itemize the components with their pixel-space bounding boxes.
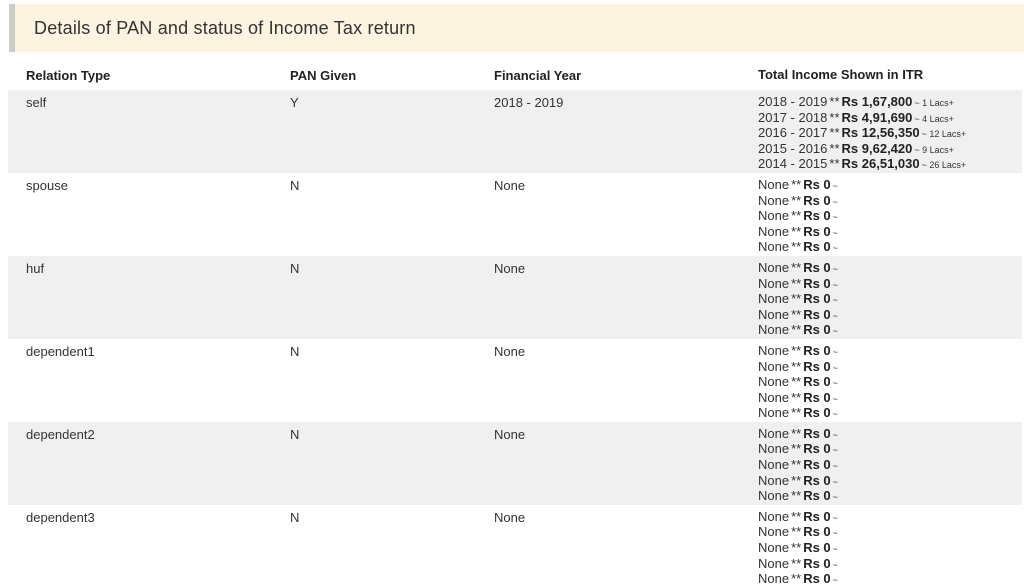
income-line — [758, 225, 1022, 241]
income-line — [758, 178, 1022, 194]
income-amount: Rs 26,51,030 — [841, 156, 920, 172]
income-period: None — [758, 223, 790, 239]
financial-year-cell: None — [494, 509, 526, 525]
column-header-pan-given: PAN Given — [290, 68, 357, 83]
income-period: None — [758, 306, 790, 322]
income-line — [758, 557, 1022, 573]
income-approx-lacs: ~ — [832, 378, 838, 389]
income-amount: Rs 0 — [803, 555, 831, 571]
income-period: None — [758, 176, 790, 192]
income-line — [758, 261, 1022, 277]
income-separator: ** — [791, 540, 802, 556]
income-approx-lacs: ~ 26 Lacs+ — [921, 160, 967, 171]
income-amount: Rs 0 — [803, 374, 831, 390]
income-separator: ** — [791, 223, 802, 239]
income-period: None — [758, 259, 790, 275]
income-amount: Rs 0 — [803, 425, 831, 441]
income-approx-lacs: ~ — [832, 362, 838, 373]
income-approx-lacs: ~ — [832, 544, 838, 555]
total-income-cell — [758, 178, 1022, 256]
income-separator: ** — [829, 140, 840, 156]
income-separator: ** — [791, 472, 802, 488]
income-amount: Rs 0 — [803, 322, 831, 338]
income-period: 2018 - 2019 — [758, 94, 828, 109]
income-amount: Rs 0 — [803, 239, 831, 255]
income-line — [758, 240, 1022, 256]
financial-year-cell: None — [494, 343, 526, 359]
income-amount: Rs 12,56,350 — [841, 125, 920, 141]
income-separator: ** — [791, 374, 802, 390]
income-period: None — [758, 472, 790, 488]
income-period: None — [758, 441, 790, 457]
income-approx-lacs: ~ 4 Lacs+ — [914, 113, 954, 124]
income-period: None — [758, 457, 790, 473]
income-amount: Rs 0 — [803, 441, 831, 457]
income-line — [758, 510, 1022, 526]
income-approx-lacs: ~ 12 Lacs+ — [921, 129, 967, 140]
income-amount: Rs 0 — [803, 571, 831, 587]
income-separator: ** — [829, 125, 840, 141]
financial-year-cell: None — [494, 177, 526, 193]
total-income-cell — [758, 261, 1022, 339]
section-header — [9, 4, 1024, 52]
income-period: None — [758, 322, 790, 338]
table-row — [8, 256, 1022, 339]
income-separator: ** — [791, 342, 802, 358]
table-header-row — [8, 52, 1022, 90]
income-amount: Rs 0 — [803, 405, 831, 421]
income-separator: ** — [791, 425, 802, 441]
income-approx-lacs: ~ — [832, 461, 838, 472]
column-header-relation-type: Relation Type — [26, 68, 111, 83]
income-approx-lacs: ~ 9 Lacs+ — [914, 144, 954, 155]
income-separator: ** — [791, 275, 802, 291]
income-line — [758, 442, 1022, 458]
income-amount: Rs 0 — [803, 524, 831, 540]
income-line — [758, 323, 1022, 339]
income-period: None — [758, 291, 790, 307]
income-approx-lacs: ~ — [832, 492, 838, 503]
income-separator: ** — [791, 192, 802, 208]
page — [0, 4, 1024, 588]
pan-given-cell: N — [290, 509, 300, 525]
income-amount: Rs 9,62,420 — [841, 140, 913, 156]
income-approx-lacs: ~ — [832, 512, 838, 523]
income-line — [758, 541, 1022, 557]
income-approx-lacs: ~ — [832, 346, 838, 357]
pan-given-cell: N — [290, 343, 300, 359]
income-line — [758, 344, 1022, 360]
income-approx-lacs: ~ — [832, 295, 838, 306]
income-separator: ** — [829, 156, 840, 172]
income-separator: ** — [829, 94, 840, 109]
income-period: None — [758, 239, 790, 255]
income-line — [758, 572, 1022, 588]
financial-year-cell: None — [494, 426, 526, 442]
income-separator: ** — [791, 524, 802, 540]
income-amount: Rs 0 — [803, 208, 831, 224]
income-separator: ** — [791, 176, 802, 192]
income-period: None — [758, 488, 790, 504]
income-line — [758, 489, 1022, 505]
income-approx-lacs: ~ — [832, 575, 838, 586]
table-row — [8, 339, 1022, 422]
income-amount: Rs 0 — [803, 223, 831, 239]
income-approx-lacs: ~ — [832, 445, 838, 456]
income-approx-lacs: ~ — [832, 409, 838, 420]
income-line — [758, 142, 1022, 158]
income-separator: ** — [791, 239, 802, 255]
income-approx-lacs: ~ 1 Lacs+ — [914, 98, 954, 108]
income-separator: ** — [791, 405, 802, 421]
income-approx-lacs: ~ — [832, 326, 838, 337]
income-approx-lacs: ~ — [832, 243, 838, 254]
income-line — [758, 360, 1022, 376]
relation-type-cell: spouse — [26, 177, 68, 193]
income-period: None — [758, 555, 790, 571]
income-approx-lacs: ~ — [832, 310, 838, 321]
table-row — [8, 90, 1022, 173]
income-amount: Rs 0 — [803, 192, 831, 208]
pan-given-cell: Y — [290, 95, 299, 110]
income-amount: Rs 0 — [803, 358, 831, 374]
income-approx-lacs: ~ — [832, 227, 838, 238]
income-separator: ** — [791, 441, 802, 457]
income-amount: Rs 0 — [803, 259, 831, 275]
relation-type-cell: huf — [26, 260, 45, 276]
income-period: None — [758, 374, 790, 390]
income-period: None — [758, 389, 790, 405]
income-amount: Rs 0 — [803, 488, 831, 504]
income-amount: Rs 0 — [803, 389, 831, 405]
income-period: None — [758, 342, 790, 358]
income-approx-lacs: ~ — [832, 279, 838, 290]
income-separator: ** — [791, 457, 802, 473]
income-separator: ** — [791, 508, 802, 524]
income-line — [758, 427, 1022, 443]
income-period: None — [758, 275, 790, 291]
total-income-cell — [758, 510, 1022, 588]
income-line — [758, 458, 1022, 474]
total-income-cell — [758, 95, 1022, 173]
financial-year-cell: 2018 - 2019 — [494, 95, 564, 110]
income-line — [758, 406, 1022, 422]
income-period: None — [758, 358, 790, 374]
income-separator: ** — [791, 259, 802, 275]
income-approx-lacs: ~ — [832, 528, 838, 539]
income-line — [758, 157, 1022, 173]
income-approx-lacs: ~ — [832, 212, 838, 223]
income-separator: ** — [791, 488, 802, 504]
income-period: None — [758, 405, 790, 421]
income-separator: ** — [791, 389, 802, 405]
pan-given-cell: N — [290, 426, 300, 442]
income-amount: Rs 0 — [803, 472, 831, 488]
income-line — [758, 474, 1022, 490]
income-separator: ** — [791, 571, 802, 587]
income-line — [758, 292, 1022, 308]
income-amount: Rs 4,91,690 — [841, 109, 913, 125]
page-title: Details of PAN and status of Income Tax return — [34, 17, 416, 38]
relation-type-cell: self — [26, 95, 47, 110]
table-row — [8, 173, 1022, 256]
income-separator: ** — [791, 208, 802, 224]
income-line — [758, 375, 1022, 391]
income-line — [758, 277, 1022, 293]
relation-type-cell: dependent2 — [26, 426, 95, 442]
income-period: 2016 - 2017 — [758, 125, 828, 141]
pan-given-cell: N — [290, 177, 300, 193]
income-line — [758, 126, 1022, 142]
income-approx-lacs: ~ — [832, 393, 838, 404]
income-period: None — [758, 425, 790, 441]
income-line — [758, 95, 1022, 111]
income-approx-lacs: ~ — [832, 196, 838, 207]
income-amount: Rs 0 — [803, 176, 831, 192]
column-header-total-income: Total Income Shown in ITR — [758, 67, 924, 82]
income-separator: ** — [791, 555, 802, 571]
income-amount: Rs 0 — [803, 457, 831, 473]
income-approx-lacs: ~ — [832, 263, 838, 274]
income-period: None — [758, 192, 790, 208]
income-line — [758, 525, 1022, 541]
income-amount: Rs 0 — [803, 275, 831, 291]
income-line — [758, 194, 1022, 210]
income-line — [758, 308, 1022, 324]
income-approx-lacs: ~ — [832, 429, 838, 440]
income-approx-lacs: ~ — [832, 476, 838, 487]
income-line — [758, 209, 1022, 225]
income-period: None — [758, 540, 790, 556]
relation-type-cell: dependent3 — [26, 509, 95, 525]
income-line — [758, 111, 1022, 127]
income-period: None — [758, 508, 790, 524]
relation-type-cell: dependent1 — [26, 343, 95, 359]
income-separator: ** — [829, 109, 840, 125]
income-period: None — [758, 208, 790, 224]
income-amount: Rs 0 — [803, 540, 831, 556]
income-approx-lacs: ~ — [832, 180, 838, 191]
financial-year-cell: None — [494, 260, 526, 276]
total-income-cell — [758, 344, 1022, 422]
pan-given-cell: N — [290, 260, 300, 276]
income-period: 2015 - 2016 — [758, 140, 828, 156]
income-period: 2014 - 2015 — [758, 156, 828, 172]
income-separator: ** — [791, 306, 802, 322]
income-amount: Rs 0 — [803, 291, 831, 307]
income-separator: ** — [791, 358, 802, 374]
income-amount: Rs 1,67,800 — [841, 94, 913, 109]
income-separator: ** — [791, 291, 802, 307]
total-income-cell — [758, 427, 1022, 505]
pan-itr-table — [8, 52, 1022, 588]
income-amount: Rs 0 — [803, 306, 831, 322]
income-line — [758, 391, 1022, 407]
table-row — [8, 505, 1022, 588]
income-approx-lacs: ~ — [832, 559, 838, 570]
table-row — [8, 422, 1022, 505]
income-separator: ** — [791, 322, 802, 338]
income-amount: Rs 0 — [803, 508, 831, 524]
income-period: None — [758, 524, 790, 540]
table-body — [8, 90, 1022, 588]
income-amount: Rs 0 — [803, 342, 831, 358]
income-period: 2017 - 2018 — [758, 109, 828, 125]
income-period: None — [758, 571, 790, 587]
column-header-financial-year: Financial Year — [494, 68, 582, 83]
